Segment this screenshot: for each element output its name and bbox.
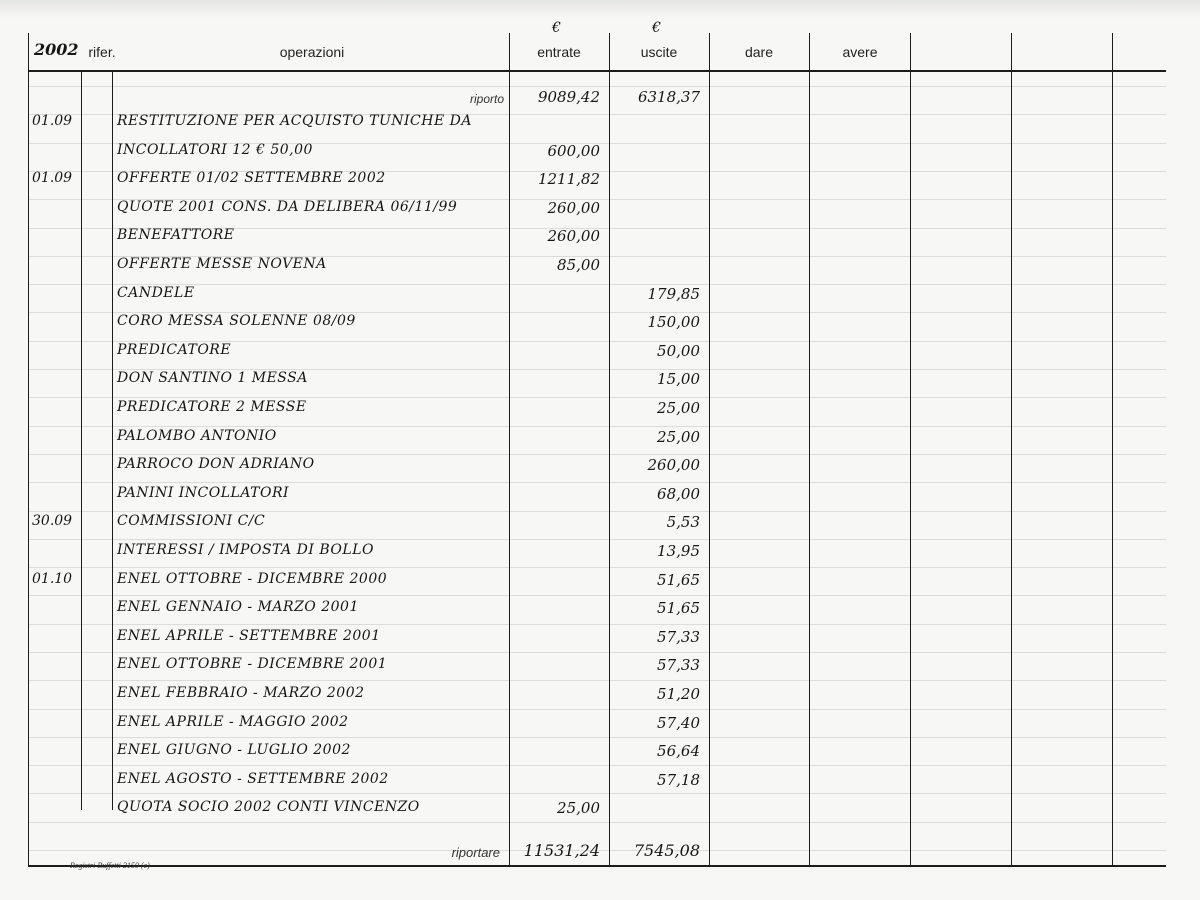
row-description: ENEL GIUGNO - LUGLIO 2002 [117,742,351,758]
row-uscite: 51,20 [657,685,700,703]
date-column-line [81,72,82,810]
row-uscite: 50,00 [657,342,700,360]
left-border-line [28,33,29,867]
operazioni-header: operazioni [279,44,345,60]
row-description: COMMISSIONI C/C [117,513,266,529]
row-rule [28,624,1166,625]
row-description: OFFERTE 01/02 SETTEMBRE 2002 [117,170,386,186]
row-rule [28,397,1166,398]
riporto-entrate: 9089,42 [537,88,600,106]
row-description: CORO MESSA SOLENNE 08/09 [117,313,356,329]
row-rule [28,793,1166,794]
header-bottom-line [28,70,1166,72]
row-description: PREDICATORE [117,342,232,358]
row-uscite: 25,00 [657,428,700,446]
row-description: QUOTA SOCIO 2002 CONTI VINCENZO [117,799,420,815]
avere-header: avere [842,44,878,60]
rifer-column-line [112,72,113,810]
riportare-entrate: 11531,24 [523,841,600,860]
row-rule [28,652,1166,653]
row-description: ENEL APRILE - MAGGIO 2002 [117,714,349,730]
row-description: ENEL APRILE - SETTEMBRE 2001 [117,628,381,644]
row-description: PREDICATORE 2 MESSE [117,399,307,415]
row-rule [28,511,1166,512]
row-entrate: 600,00 [547,142,600,160]
row-description: RESTITUZIONE PER ACQUISTO TUNICHE DA [117,113,472,129]
row-uscite: 260,00 [647,456,700,474]
row-uscite: 68,00 [657,485,700,503]
row-entrate: 25,00 [557,799,600,817]
row-description: BENEFATTORE [117,227,235,243]
uscite-currency-symbol: € [652,20,661,36]
row-description: PANINI INCOLLATORI [117,485,290,501]
row-uscite: 51,65 [657,599,700,617]
row-description: INCOLLATORI 12 € 50,00 [117,142,313,158]
row-description: ENEL FEBBRAIO - MARZO 2002 [117,685,365,701]
row-rule [28,822,1166,823]
row-rule [28,737,1166,738]
row-rule [28,86,1166,87]
entrate-currency-symbol: € [552,20,561,36]
col8-left-line [1011,33,1012,867]
row-description: ENEL OTTOBRE - DICEMBRE 2001 [117,656,388,672]
col7-left-line [910,33,911,867]
row-rule [28,567,1166,568]
row-description: ENEL OTTOBRE - DICEMBRE 2000 [117,571,388,587]
uscite-header: uscite [640,44,678,60]
row-date: 30.09 [32,513,73,529]
row-entrate: 85,00 [557,256,600,274]
riporto-label: riporto [469,92,504,106]
row-uscite: 56,64 [657,742,700,760]
row-rule [28,709,1166,710]
row-date: 01.09 [32,170,73,186]
row-description: ENEL GENNAIO - MARZO 2001 [117,599,359,615]
row-description: CANDELE [117,285,195,301]
row-uscite: 25,00 [657,399,700,417]
entrate-header: entrate [537,44,581,60]
row-entrate: 260,00 [547,199,600,217]
row-description: PALOMBO ANTONIO [117,428,277,444]
page-top-shadow [0,0,1200,18]
row-entrate: 1211,82 [537,170,600,188]
footer-imprint: Registri Buffetti 2150 (c) [70,861,150,870]
riportare-uscite: 7545,08 [633,841,700,860]
row-date: 01.09 [32,113,73,129]
row-description: INTERESSI / IMPOSTA DI BOLLO [117,542,374,558]
avere-left-line [809,33,810,867]
row-entrate: 260,00 [547,227,600,245]
row-uscite: 5,53 [666,513,700,531]
row-uscite: 15,00 [657,370,700,388]
row-rule [28,426,1166,427]
row-description: OFFERTE MESSE NOVENA [117,256,327,272]
row-uscite: 57,33 [657,656,700,674]
row-rule [28,765,1166,766]
riporto-uscite: 6318,37 [637,88,700,106]
footer-line [28,865,1166,867]
row-uscite: 57,18 [657,771,700,789]
row-uscite: 13,95 [657,542,700,560]
dare-header: dare [744,44,774,60]
row-uscite: 57,33 [657,628,700,646]
year-label: 2002 [34,40,79,59]
col9-left-line [1112,33,1113,867]
row-rule [28,454,1166,455]
row-date: 01.10 [32,571,73,587]
row-description: DON SANTINO 1 MESSA [117,370,308,386]
row-uscite: 150,00 [647,313,700,331]
row-rule [28,482,1166,483]
dare-left-line [709,33,710,867]
rifer-header: rifer. [88,44,116,60]
row-uscite: 51,65 [657,571,700,589]
riportare-label: riportare [451,845,500,860]
row-uscite: 57,40 [657,714,700,732]
row-rule [28,539,1166,540]
row-rule [28,595,1166,596]
row-rule [28,680,1166,681]
row-description: ENEL AGOSTO - SETTEMBRE 2002 [117,771,389,787]
row-uscite: 179,85 [647,285,700,303]
row-description: QUOTE 2001 CONS. DA DELIBERA 06/11/99 [117,199,458,215]
row-description: PARROCO DON ADRIANO [117,456,315,472]
